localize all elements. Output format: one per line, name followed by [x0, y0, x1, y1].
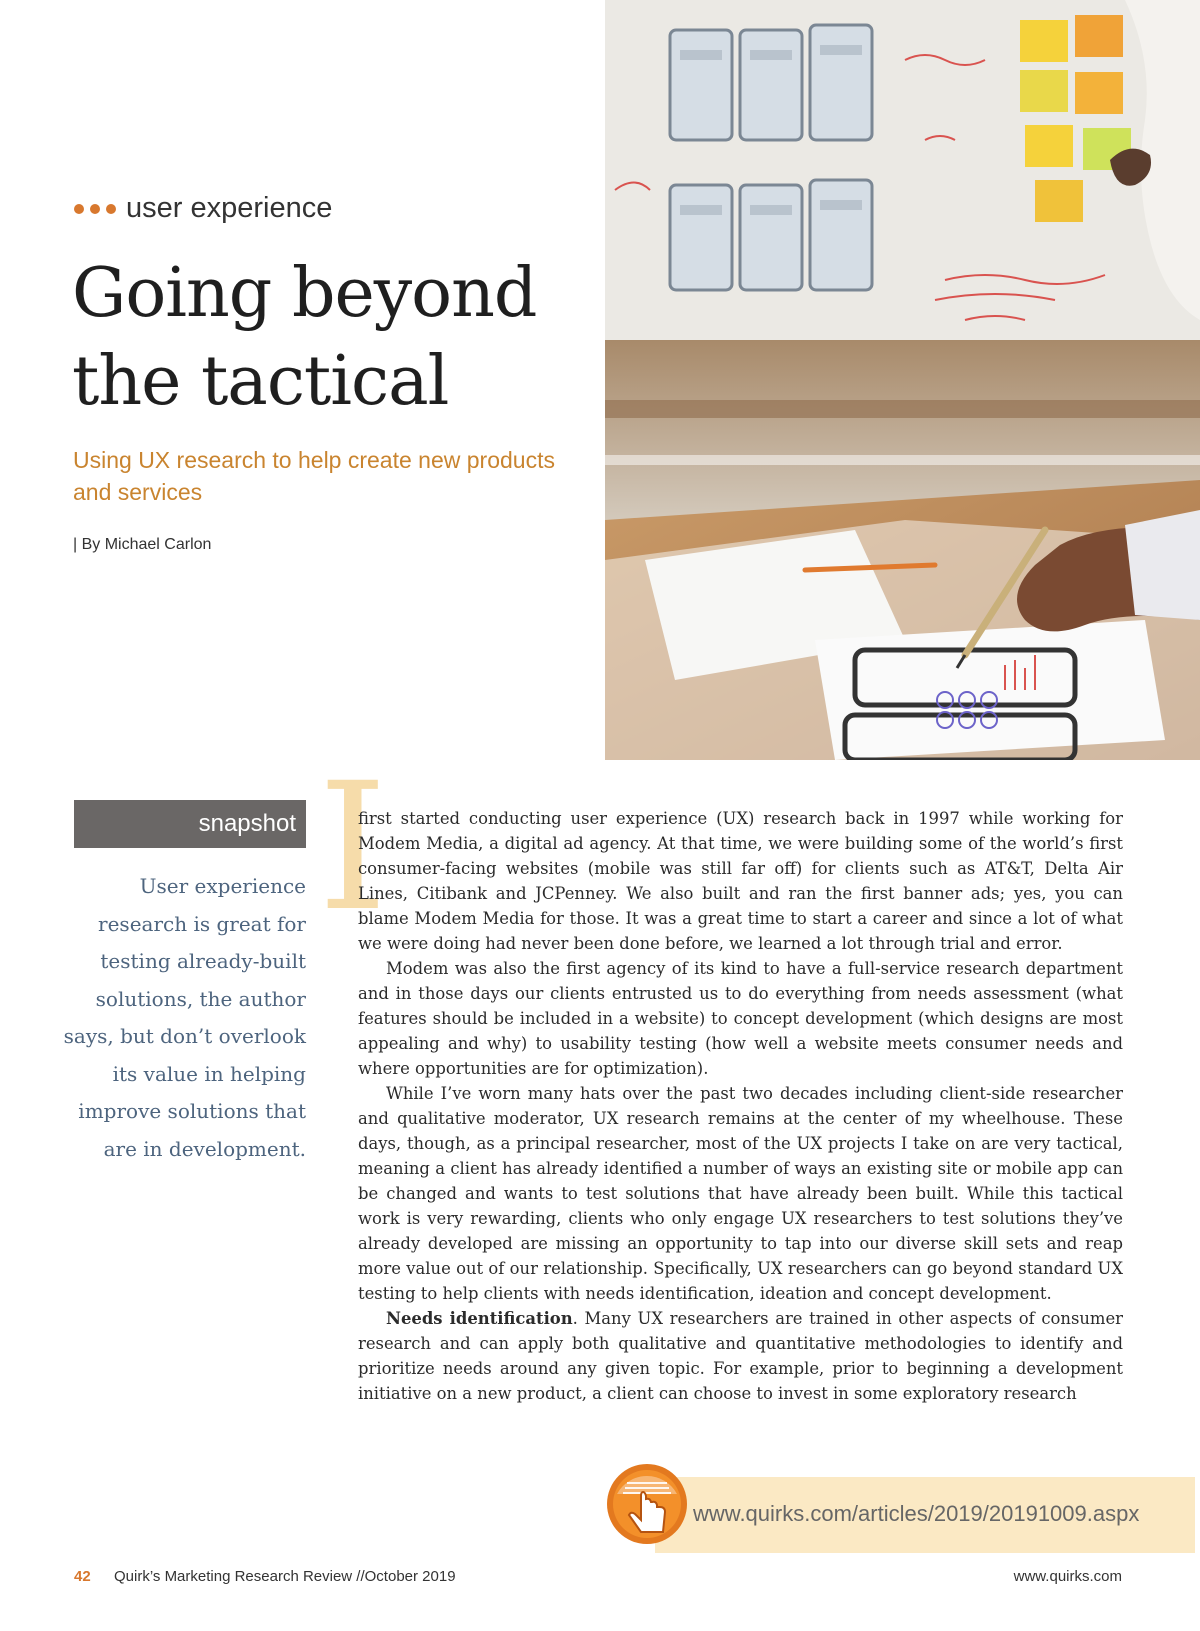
footer-site-url[interactable]: www.quirks.com — [1013, 1568, 1122, 1585]
article-paragraph-2: Modem was also the first agency of its kind to have a full-service research department and in those days our clients entrusted us to do everything from needs assessment (what features should be included in a website) to concept development (which designs are most appealing and why) to usability testing (how well a website meets consumer needs and where opportunities are for optimization). — [358, 959, 1123, 1078]
dot-icon — [90, 204, 100, 214]
snapshot-text: User experience research is great for testing already-built solutions, the author says, but don’t overlook its value in helping improve solutions that are in development. — [63, 874, 306, 1161]
section-tag — [74, 192, 332, 225]
article-body — [358, 806, 1123, 1406]
dot-icon — [74, 204, 84, 214]
pointing-hand-icon[interactable] — [605, 1462, 689, 1546]
article-paragraph-4 — [358, 1306, 1123, 1406]
dot-icon — [106, 204, 116, 214]
article-byline: | By Michael Carlon — [73, 536, 212, 553]
article-photo — [605, 0, 1200, 760]
drop-cap: I — [318, 745, 388, 950]
photo-ux-wireframes — [605, 0, 1200, 760]
article-paragraph-3: While I’ve worn many hats over the past two decades including client-side researcher and qualitative moderator, UX research remains at the center of my wheelhouse. These days, though, as a principal researcher, most of the UX projects I take on are very tactical, meaning a client has already identified a number of ways an existing site or mobile app can be changed and wants to test solutions that have already been built. While this tactical work is very rewarding, clients who only engage UX researchers to test solutions they’ve already developed are missing an opportunity to tap into our diverse skill sets and reap more value out of our relationship. Specifically, UX researchers can go beyond standard UX testing to help clients with needs identification, ideation and concept development. — [358, 1084, 1123, 1303]
publication-info: Quirk’s Marketing Research Review //October 2019 — [114, 1568, 456, 1585]
snapshot-heading: snapshot — [74, 800, 306, 848]
section-label: user experience — [126, 192, 333, 224]
article-headline: Going beyond the tactical — [72, 254, 537, 421]
page-number: 42 — [74, 1568, 91, 1585]
section-dots — [74, 204, 116, 214]
article-url-link[interactable]: www.quirks.com/articles/2019/20191009.aspx — [693, 1501, 1140, 1526]
article-paragraph-4-text: . Many UX researchers are trained in other aspects of consumer research and can apply both qualitative and quantitative methodologies to identify and prioritize needs around any given topic. For example, prior to beginning a development initiative on a new product, a client can choose to invest in some exploratory research — [358, 1309, 1123, 1403]
needs-identification-heading: Needs identification — [386, 1309, 573, 1328]
article-paragraph-1: first started conducting user experience (UX) research back in 1997 while working for Modem Media, a digital ad agency. At that time, we were building some of the world’s first consumer-facing websites (mobile was still far off) for clients such as AT&T, Delta Air Lines, Citibank and JCPenney. We also built and ran the first banner ads; yes, you can blame Modem Media for those. It was a great time to start a career and since a lot of what we were doing had never been done before, we learned a lot through trial and error. — [358, 809, 1123, 953]
article-subhead: Using UX research to help create new products and services — [73, 447, 555, 505]
